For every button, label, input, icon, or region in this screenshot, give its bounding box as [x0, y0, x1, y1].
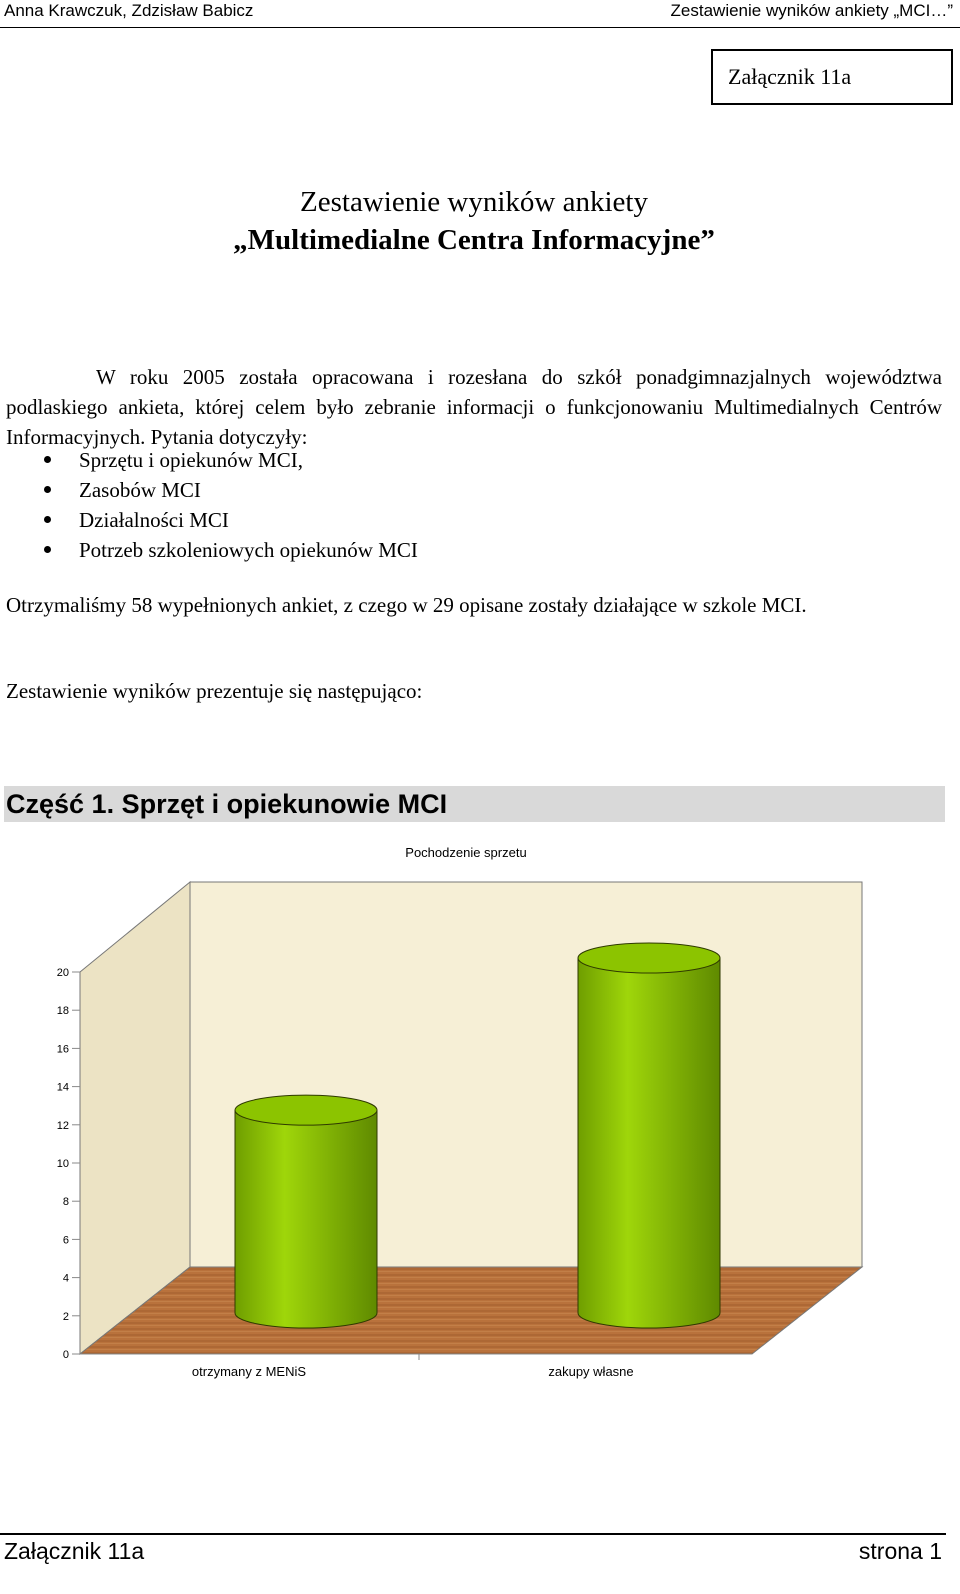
- list-item: [0, 505, 418, 535]
- x-category-label: zakupy własne: [548, 1364, 634, 1379]
- intro-paragraph: W roku 2005 została opracowana i rozesłana do szkół ponadgimnazjalnych województwa podlaskiego ankieta, której celem było zebranie informacji o funkcjonowaniu Multimedialnych Centrów Informacyjnych. Pytania dotyczyły:: [6, 365, 942, 449]
- header-running-title: Zestawienie wyników ankiety „MCI…”: [670, 1, 953, 20]
- header-authors: Anna Krawczuk, Zdzisław Babicz: [4, 1, 254, 20]
- chart-bar-body: [578, 958, 720, 1328]
- annex-label: Załącznik 11a: [728, 64, 852, 89]
- question-topics-list: [0, 445, 418, 565]
- x-category-label: otrzymany z MENiS: [191, 1364, 307, 1379]
- y-tick-label: 16: [56, 1043, 69, 1056]
- list-item-text: Potrzeb szkoleniowych opiekunów MCI: [79, 538, 418, 562]
- chart-bar-top: [235, 1095, 377, 1125]
- y-tick-label: 10: [56, 1158, 69, 1170]
- y-tick-label: 20: [56, 967, 69, 979]
- bullet-icon: [44, 516, 51, 523]
- chart-bar: [235, 1095, 377, 1328]
- results-count-paragraph: Otrzymaliśmy 58 wypełnionych ankiet, z czego w 29 opisane zostały działające w szkole MCI.: [6, 593, 807, 617]
- bullet-icon: [44, 546, 51, 553]
- section-heading: Część 1. Sprzęt i opiekunowie MCI: [6, 789, 448, 819]
- equipment-origin-chart: [0, 835, 960, 1395]
- document-title: Zestawienie wyników ankiety: [300, 186, 648, 218]
- list-item-text: Sprzętu i opiekunów MCI,: [79, 448, 303, 472]
- footer-annex-label: Załącznik 11a: [4, 1538, 145, 1564]
- footer-page-number: strona 1: [858, 1538, 942, 1564]
- list-item: [0, 535, 418, 565]
- list-item: [0, 445, 418, 475]
- y-tick-label: 6: [62, 1234, 69, 1247]
- list-item-text: Działalności MCI: [79, 508, 229, 532]
- list-item: [0, 475, 418, 505]
- y-tick-label: 18: [56, 1005, 69, 1018]
- y-tick-label: 8: [62, 1196, 69, 1209]
- chart-bar: [578, 943, 720, 1328]
- bullet-icon: [44, 456, 51, 463]
- y-tick-label: 14: [56, 1081, 69, 1094]
- y-tick-label: 12: [56, 1119, 69, 1132]
- chart-bar-top: [578, 943, 720, 973]
- y-tick-label: 0: [62, 1349, 69, 1361]
- chart-floor: [80, 1267, 862, 1354]
- y-tick-label: 4: [62, 1272, 69, 1285]
- footer-rule: [0, 1533, 946, 1535]
- results-intro-paragraph: Zestawienie wyników prezentuje się następująco:: [6, 679, 423, 703]
- chart-title: Pochodzenie sprzetu: [405, 845, 527, 860]
- list-item-text: Zasobów MCI: [79, 478, 201, 502]
- bullet-icon: [44, 486, 51, 493]
- chart-bar-body: [235, 1110, 377, 1328]
- annex-label-box: [711, 49, 953, 105]
- document-subtitle: „Multimedialne Centra Informacyjne”: [233, 224, 715, 256]
- y-tick-label: 2: [62, 1310, 69, 1323]
- header-rule: [0, 27, 960, 28]
